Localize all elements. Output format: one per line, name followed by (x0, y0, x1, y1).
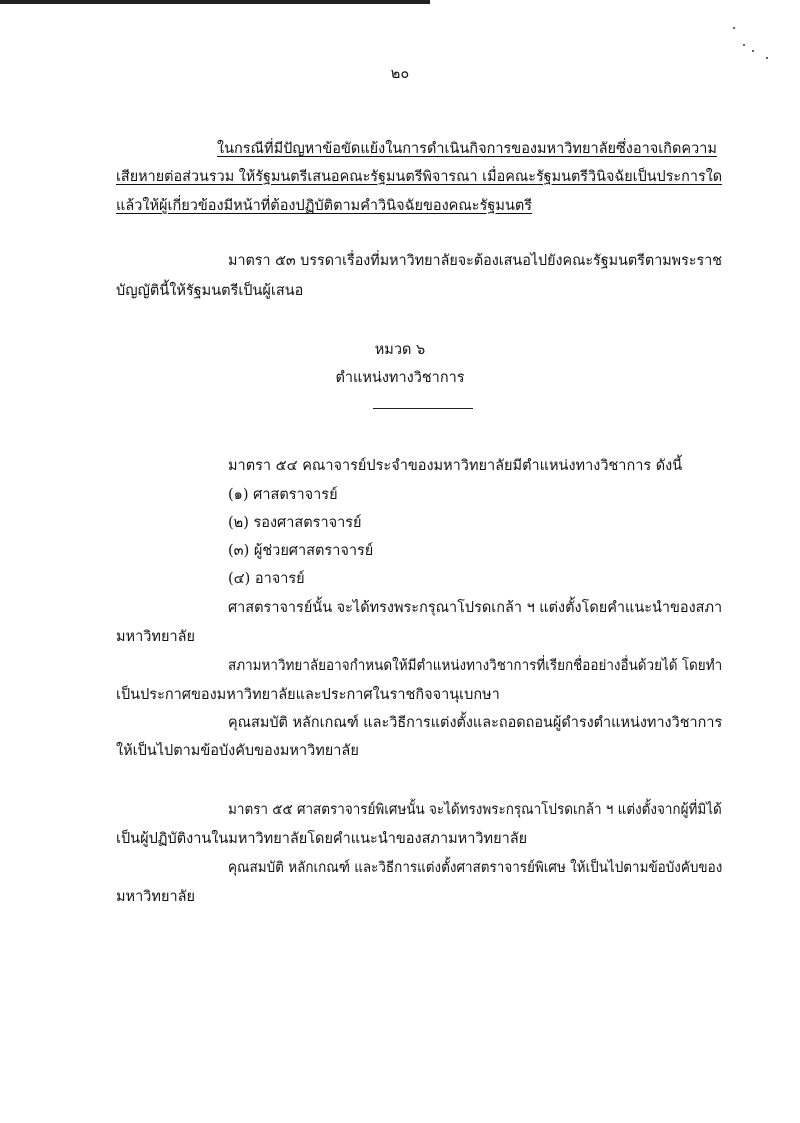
chapter-divider (373, 408, 473, 409)
section-54-para2-line: เป็นประกาศของมหาวิทยาลัยและประกาศในราชกิจจานุเบกษา (116, 687, 500, 703)
list-item: (๑) ศาสตราจารย์ (228, 487, 338, 503)
scan-speck (766, 57, 768, 59)
scan-speck (752, 50, 754, 52)
paragraph-line: ในกรณีที่มีปัญหาข้อขัดแย้งในการดำเนินกิจการของมหาวิทยาลัยซึ่งอาจเกิดความ (217, 141, 717, 157)
scan-edge-mark (0, 0, 430, 4)
chapter-title: ตำแหน่งทางวิชาการ (335, 370, 465, 386)
scan-speck (733, 27, 735, 29)
section-54-para1-line: ศาสตราจารย์นั้น จะได้ทรงพระกรุณาโปรดเกล้า ฯ แต่งตั้งโดยคำแนะนำของสภา (228, 600, 723, 616)
scan-speck (743, 44, 745, 46)
list-item: (๓) ผู้ช่วยศาสตราจารย์ (228, 543, 374, 559)
list-item: (๒) รองศาสตราจารย์ (228, 515, 362, 531)
section-54-para3-line: คุณสมบัติ หลักเกณฑ์ และวิธีการแต่งตั้งและถอดถอนผู้ดำรงตำแหน่งทางวิชาการ (228, 715, 723, 731)
section-54-para1-line: มหาวิทยาลัย (116, 629, 195, 645)
section-54-intro: มาตรา ๕๔ คณาจารย์ประจำของมหาวิทยาลัยมีตำแหน่งทางวิชาการ ดังนี้ (228, 458, 683, 474)
section-53-line: มาตรา ๕๓ บรรดาเรื่องที่มหาวิทยาลัยจะต้องเสนอไปยังคณะรัฐมนตรีตามพระราช (228, 253, 722, 269)
section-55-para2-line: มหาวิทยาลัย (116, 889, 195, 905)
section-54-para2-line: สภามหาวิทยาลัยอาจกำหนดให้มีตำแหน่งทางวิชาการที่เรียกชื่ออย่างอื่นด้วยได้ โดยทำ (228, 658, 723, 674)
section-55-para1-line: เป็นผู้ปฏิบัติงานในมหาวิทยาลัยโดยคำแนะนำของสภามหาวิทยาลัย (116, 831, 528, 847)
chapter-number: หมวด ๖ (374, 342, 426, 358)
section-53-line: บัญญัตินี้ให้รัฐมนตรีเป็นผู้เสนอ (116, 283, 304, 299)
paragraph-line: แล้วให้ผู้เกี่ยวข้องมีหน้าที่ต้องปฏิบัติตามคำวินิจฉัยของคณะรัฐมนตรี (116, 198, 533, 214)
list-item: (๔) อาจารย์ (228, 571, 305, 587)
section-55-para1-line: มาตรา ๕๕ ศาสตราจารย์พิเศษนั้น จะได้ทรงพระกรุณาโปรดเกล้า ฯ แต่งตั้งจากผู้ที่มิได้ (228, 802, 722, 818)
section-54-para3-line: ให้เป็นไปตามข้อบังคับของมหาวิทยาลัย (116, 743, 359, 759)
page-number: ๒๐ (390, 66, 410, 82)
paragraph-line: เสียหายต่อส่วนรวม ให้รัฐมนตรีเสนอคณะรัฐมนตรีพิจารณา เมื่อคณะรัฐมนตรีวินิจฉัยเป็นประการใด (116, 169, 723, 185)
section-55-para2-line: คุณสมบัติ หลักเกณฑ์ และวิธีการแต่งตั้งศาสตราจารย์พิเศษ ให้เป็นไปตามข้อบังคับของ (228, 860, 723, 876)
